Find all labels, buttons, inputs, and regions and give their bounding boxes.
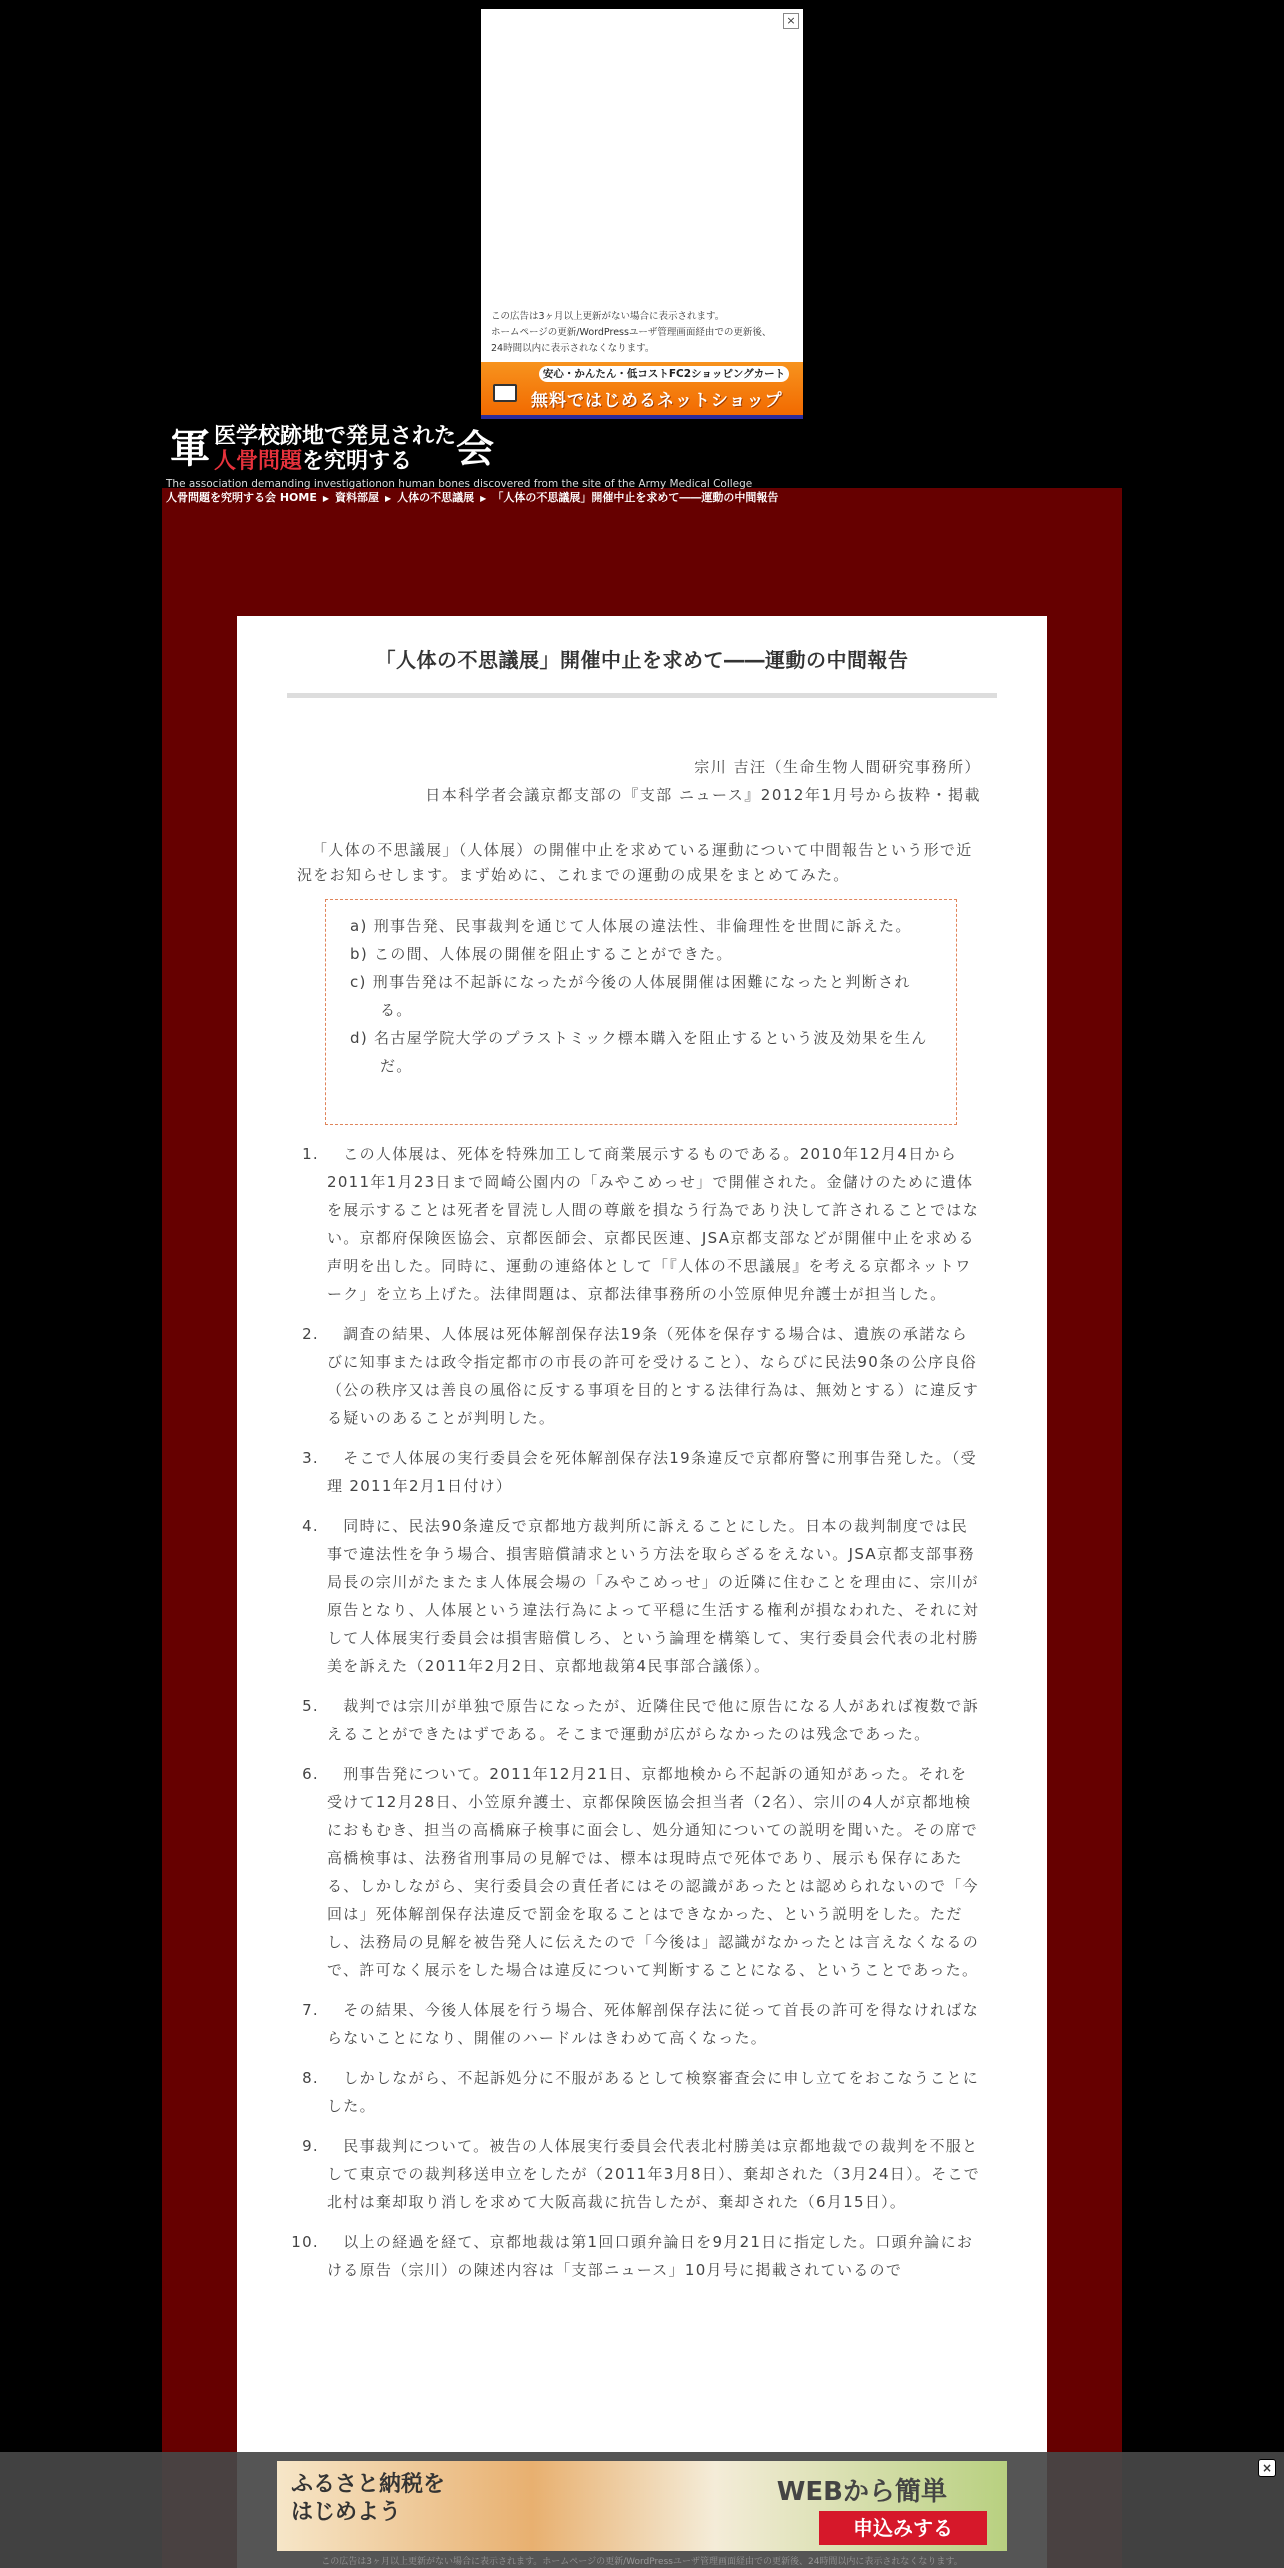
breadcrumb-current: 「人体の不思議展」開催中止を求めて――運動の中間報告	[492, 491, 779, 504]
list-item-text: 以上の経過を経て、京都地裁は第1回口頭弁論日を9月21日に指定した。口頭弁論における原告（宗川）の陳述内容は「支部ニュース」10月号に掲載されているので	[327, 2233, 974, 2279]
list-item	[287, 1996, 997, 2052]
ad-close-button[interactable]: ×	[783, 13, 799, 29]
furusato-banner[interactable]	[277, 2461, 1007, 2551]
article	[237, 616, 1047, 2568]
ad-notice: この広告は3ヶ月以上更新がない場合に表示されます。 ホームページの更新/WordPressユーザ管理画面経由での更新後、 24時間以内に表示されなくなります。	[491, 311, 772, 354]
list-item	[287, 1512, 997, 1680]
list-item-number: 10.	[291, 2233, 319, 2251]
list-item	[287, 1320, 997, 1432]
summary-item: a) 刑事告発、民事裁判を通じて人体展の違法性、非倫理性を世間に訴えた。	[350, 917, 912, 935]
list-item	[287, 1140, 997, 1308]
list-item-text: 裁判では宗川が単独で原告になったが、近隣住民で他に原告になる人があれば複数で訴えることができたはずである。そこまで運動が広がらなかったのは残念であった。	[327, 1697, 980, 1743]
site-wrapper	[162, 420, 1122, 2568]
list-item-number: 1.	[302, 1145, 319, 1163]
list-item-number: 9.	[302, 2137, 319, 2155]
breadcrumb-arrow-icon: ▶	[322, 494, 330, 503]
list-item	[287, 1692, 997, 1748]
bottom-ad-close-button[interactable]: ×	[1258, 2459, 1276, 2477]
list-item-number: 4.	[302, 1517, 319, 1535]
ad-footer-note: この広告は3ヶ月以上更新がない場合に表示されます。ホームページの更新/WordPressユーザ管理画面経由での更新後、24時間以内に表示されなくなります。	[321, 2557, 963, 2567]
summary-item: c) 刑事告発は不起訴になったが今後の人体展開催は困難になったと判断される。	[350, 973, 911, 1019]
list-item-number: 2.	[302, 1325, 319, 1343]
list-item	[287, 1760, 997, 1984]
list-item-text: この人体展は、死体を特殊加工して商業展示するものである。2010年12月4日から2011年1月23日まで岡崎公園内の「みやこめっせ」で開催された。金儲けのために遺体を展示することは死者を冒涜し人間の尊厳を損なう行為であり決して許されることではない。京都府保険医協会、京都医師会、京都民医連、JSA京都支部などが開催中止を求める声明を出した。同時に、運動の連絡体として「『人体の不思議展』を考える京都ネットワーク」を立ち上げた。法律問題は、京都法律事務所の小笠原伸児弁護士が担当した。	[327, 1145, 980, 1303]
list-item	[287, 2228, 997, 2284]
apply-button[interactable]: 申込みする	[819, 2511, 987, 2545]
list-item-text: しかしながら、不起訴処分に不服があるとして検察審査会に申し立てをおこなうことにした。	[327, 2069, 980, 2115]
title-divider	[287, 693, 997, 698]
breadcrumb-arrow-icon: ▶	[480, 494, 487, 503]
numbered-list	[287, 1140, 997, 2296]
site-logo[interactable]: 軍 医学校跡地で発見された 人骨問題を究明する 会	[170, 423, 495, 474]
list-item-text: 同時に、民法90条違反で京都地方裁判所に訴えることにした。日本の裁判制度では民事で違法性を争う場合、損害賠償請求という方法を取らざるをえない。JSA京都支部事務局長の宗川がたまたま人体展会場の「みやこめっせ」の近隣に住むことを理由に、宗川が原告となり、人体展という違法行為によって平穏に生活する権利が損なわれた、それに対して人体展実行委員会は損害賠償しろ、という論理を構築して、実行委員会代表の北村勝美を訴えた（2011年2月2日、京都地裁第4民事部合議係）。	[327, 1517, 980, 1675]
top-ad[interactable]	[481, 9, 803, 417]
cart-icon	[493, 384, 517, 402]
list-item-number: 3.	[302, 1449, 319, 1467]
breadcrumb	[166, 489, 778, 505]
list-item-number: 5.	[302, 1697, 319, 1715]
summary-item: b) この間、人体展の開催を阻止することができた。	[350, 945, 733, 963]
banner-headline: ふるさと納税を はじめよう	[291, 2472, 446, 2525]
site-tagline: The association demanding investigationon human bones discovered from the site of the Army Medical College	[166, 478, 753, 490]
bottom-ad[interactable]	[0, 2452, 1284, 2568]
breadcrumb-category-link[interactable]: 人体の不思議展	[397, 491, 475, 504]
list-item-text: 民事裁判について。被告の人体展実行委員会代表北村勝美は京都地裁での裁判を不服として東京での裁判移送申立をしたが（2011年3月8日）、棄却された（3月24日）。そこで北村は棄却取り消しを求めて大阪高裁に抗告したが、棄却された（6月15日）。	[327, 2137, 981, 2211]
breadcrumb-arrow-icon: ▶	[385, 494, 392, 503]
list-item	[287, 2064, 997, 2120]
site-header	[162, 420, 1122, 488]
list-item-text: その結果、今後人体展を行う場合、死体解剖保存法に従って首長の許可を得なければならないことになり、開催のハードルはきわめて高くなった。	[327, 2001, 980, 2047]
list-item	[287, 1444, 997, 1500]
article-intro: 「人体の不思議展」（人体展）の開催中止を求めている運動について中間報告という形で近況をお知らせします。まず始めに、これまでの運動の成果をまとめてみた。	[297, 841, 973, 884]
article-byline	[425, 753, 981, 809]
list-item	[287, 2132, 997, 2216]
list-item-number: 7.	[302, 2001, 319, 2019]
list-item-text: 調査の結果、人体展は死体解剖保存法19条（死体を保存する場合は、遺族の承諾ならびに知事または政令指定都市の市長の許可を受けること）、ならびに民法90条の公序良俗（公の秩序又は善良の風俗に反する事項を目的とする法律行為は、無効とする）に違反する疑いのあることが判明した。	[327, 1325, 980, 1427]
author: 宗川 吉汪（生命生物人間研究事務所）	[694, 758, 981, 776]
list-item-number: 6.	[302, 1765, 319, 1783]
source-note: 日本科学者会議京都支部の『支部 ニュース』2012年1月号から抜粋・掲載	[425, 786, 981, 804]
summary-item: d) 名古屋学院大学のプラストミック標本購入を阻止するという波及効果を生んだ。	[350, 1029, 928, 1075]
list-item-text: 刑事告発について。2011年12月21日、京都地検から不起訴の通知があった。それを受けて12月28日、小笠原弁護士、京都保険医協会担当者（2名）、宗川の4人が京都地検におもむき、担当の高橋麻子検事に面会し、処分通知についての説明を聞いた。その席で高橋検事は、法務省刑事局の見解では、標本は現時点で死体であり、展示も保存にあたる、しかしながら、実行委員会の責任者にはその認識があったとは認められないので「今回は」死体解剖保存法違反で罰金を取ることはできなかった、という説明をした。ただし、法務局の見解を被告発人に伝えたので「今後は」認識がなかったとは言えなくなるので、許可なく展示をした場合は違反について判断することになる、ということであった。	[327, 1765, 980, 1979]
article-title: 「人体の不思議展」開催中止を求めて――運動の中間報告	[375, 648, 909, 672]
list-item-text: そこで人体展の実行委員会を死体解剖保存法19条違反で京都府警に刑事告発した。（受理 2011年2月1日付け）	[327, 1449, 977, 1495]
fc2-cart-banner[interactable]: 安心・かんたん・低コストFC2ショッピングカート 無料ではじめるネットショップ	[481, 362, 803, 419]
breadcrumb-documents-link[interactable]: 資料部屋	[335, 491, 380, 504]
summary-box	[325, 899, 957, 1125]
banner-subtitle: WEBから簡単	[776, 2477, 947, 2507]
list-item-number: 8.	[302, 2069, 319, 2087]
breadcrumb-home-link[interactable]: 人骨問題を究明する会 HOME	[166, 491, 317, 504]
